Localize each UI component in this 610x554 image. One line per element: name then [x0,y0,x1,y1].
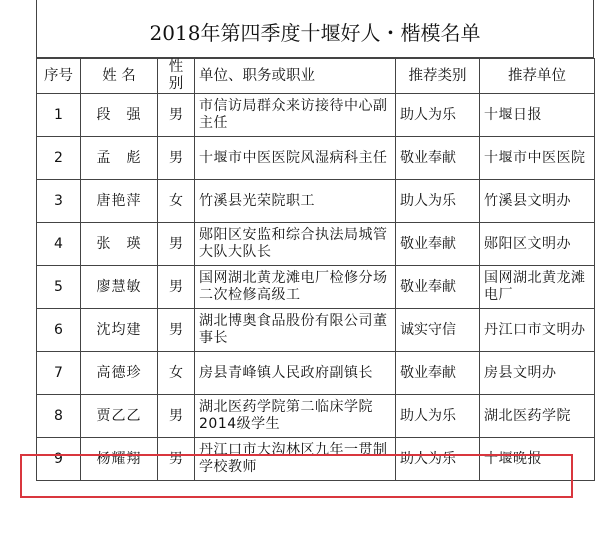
cell-no: 1 [37,94,81,137]
cell-job: 湖北医药学院第二临床学院2014级学生 [195,395,396,438]
cell-name: 高德珍 [81,352,158,395]
cell-category: 敬业奉献 [396,137,480,180]
cell-name: 唐艳萍 [81,180,158,223]
cell-job: 国网湖北黄龙滩电厂检修分场二次检修高级工 [195,266,396,309]
cell-category: 助人为乐 [396,395,480,438]
cell-unit: 十堰日报 [480,94,595,137]
cell-no: 5 [37,266,81,309]
cell-name: 张 瑛 [81,223,158,266]
table-row [37,352,595,395]
cell-sex: 男 [158,223,195,266]
table-row-highlighted [37,395,595,438]
cell-name: 沈均建 [81,309,158,352]
cell-no: 9 [37,438,81,481]
cell-unit: 房县文明办 [480,352,595,395]
header-sex: 性别 [158,59,195,94]
table-row [37,309,595,352]
table-row [37,438,595,481]
cell-no: 6 [37,309,81,352]
cell-sex: 男 [158,438,195,481]
cell-name: 贾乙乙 [81,395,158,438]
cell-unit: 十堰晚报 [480,438,595,481]
cell-name: 孟 彪 [81,137,158,180]
cell-sex: 男 [158,266,195,309]
cell-sex: 女 [158,180,195,223]
cell-sex: 男 [158,395,195,438]
cell-unit: 丹江口市文明办 [480,309,595,352]
document-sheet [36,0,594,554]
table-row [37,266,595,309]
header-category: 推荐类别 [396,59,480,94]
honor-list-table [36,58,595,481]
cell-unit: 十堰市中医医院 [480,137,595,180]
cell-job: 丹江口市大沟林区九年一贯制学校教师 [195,438,396,481]
cell-name: 杨耀翔 [81,438,158,481]
table-row [37,94,595,137]
header-job: 单位、职务或职业 [195,59,396,94]
header-name: 姓 名 [81,59,158,94]
document-title: 2018年第四季度十堰好人・楷模名单 [36,0,594,58]
cell-unit: 竹溪县文明办 [480,180,595,223]
cell-category: 敬业奉献 [396,352,480,395]
cell-no: 8 [37,395,81,438]
cell-job: 湖北博奥食品股份有限公司董事长 [195,309,396,352]
cell-sex: 男 [158,137,195,180]
cell-name: 廖慧敏 [81,266,158,309]
cell-job: 十堰市中医医院风湿病科主任 [195,137,396,180]
cell-no: 7 [37,352,81,395]
cell-sex: 男 [158,94,195,137]
header-unit: 推荐单位 [480,59,595,94]
cell-category: 助人为乐 [396,180,480,223]
table-header-row [37,59,595,94]
cell-job: 竹溪县光荣院职工 [195,180,396,223]
cell-job: 郧阳区安监和综合执法局城管大队大队长 [195,223,396,266]
cell-job: 房县青峰镇人民政府副镇长 [195,352,396,395]
table-row [37,180,595,223]
table-row [37,137,595,180]
cell-sex: 男 [158,309,195,352]
cell-category: 诚实守信 [396,309,480,352]
cell-category: 敬业奉献 [396,266,480,309]
cell-no: 2 [37,137,81,180]
cell-unit: 郧阳区文明办 [480,223,595,266]
table-row [37,223,595,266]
cell-no: 4 [37,223,81,266]
cell-category: 助人为乐 [396,94,480,137]
cell-unit: 湖北医药学院 [480,395,595,438]
cell-sex: 女 [158,352,195,395]
cell-no: 3 [37,180,81,223]
cell-unit: 国网湖北黄龙滩电厂 [480,266,595,309]
cell-category: 敬业奉献 [396,223,480,266]
cell-category: 助人为乐 [396,438,480,481]
cell-job: 市信访局群众来访接待中心副主任 [195,94,396,137]
cell-name: 段 强 [81,94,158,137]
header-no: 序号 [37,59,81,94]
